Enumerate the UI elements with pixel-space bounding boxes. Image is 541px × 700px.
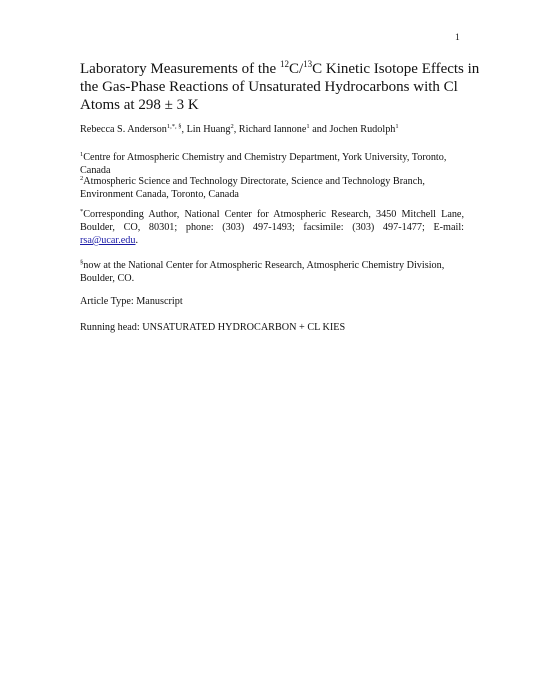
affiliation-2 [80, 175, 464, 201]
present-address-mark: § [80, 259, 84, 266]
corresponding-mark: * [80, 208, 84, 215]
author-name: Richard Iannone [238, 124, 307, 135]
corresponding-end: . [135, 235, 139, 246]
title-part-3: C Kinetic Isotope Effects in the Gas-Phase Reactions of Unsaturated Hydrocarbons with Cl Atoms at 298 ± 3 K [80, 61, 480, 113]
title-part-2: C/ [288, 61, 304, 77]
present-address-text: now at the National Center for Atmospheric Research, Atmospheric Chemistry Division, Boulder, CO. [80, 260, 445, 284]
author-separator: , [233, 124, 239, 135]
corresponding-author-note [80, 208, 464, 247]
affiliation-mark: 1 [80, 151, 84, 158]
author-affiliation-mark: 2 [230, 123, 234, 130]
author-name: Rebecca S. Anderson [80, 124, 167, 135]
email-link[interactable]: rsa@ucar.edu [80, 235, 136, 246]
author-separator: , [181, 124, 187, 135]
author-affiliation-mark: 1 [395, 123, 399, 130]
author-name: Jochen Rudolph [329, 124, 396, 135]
article-type: Article Type: Manuscript [80, 296, 183, 307]
author-list [80, 123, 464, 136]
affiliation-mark: 2 [80, 175, 84, 182]
affiliation-1 [80, 151, 464, 177]
paper-title [80, 60, 480, 114]
title-superscript-13: 13 [303, 59, 313, 69]
present-address-note [80, 259, 464, 285]
running-head: Running head: UNSATURATED HYDROCARBON + CL KIES [80, 322, 346, 333]
author-affiliation-mark: 1,*, § [166, 123, 182, 130]
author-name: Lin Huang [186, 124, 231, 135]
corresponding-text: Corresponding Author, National Center for Atmospheric Research, 3450 Mitchell Lane, Boulder, CO, 80301; phone: (303) 497-1493; facsimile: (303) 497-1477; E-mail: [80, 209, 464, 233]
affiliation-text: Atmospheric Science and Technology Directorate, Science and Technology Branch, Environment Canada, Toronto, Canada [80, 176, 425, 200]
title-superscript-12: 12 [279, 59, 289, 69]
author-separator: and [309, 124, 330, 135]
affiliation-text: Centre for Atmospheric Chemistry and Chemistry Department, York University, Toronto, Canada [80, 152, 447, 176]
title-part-1: Laboratory Measurements of the [80, 61, 280, 77]
page-number: 1 [455, 33, 460, 43]
author-affiliation-mark: 1 [306, 123, 310, 130]
